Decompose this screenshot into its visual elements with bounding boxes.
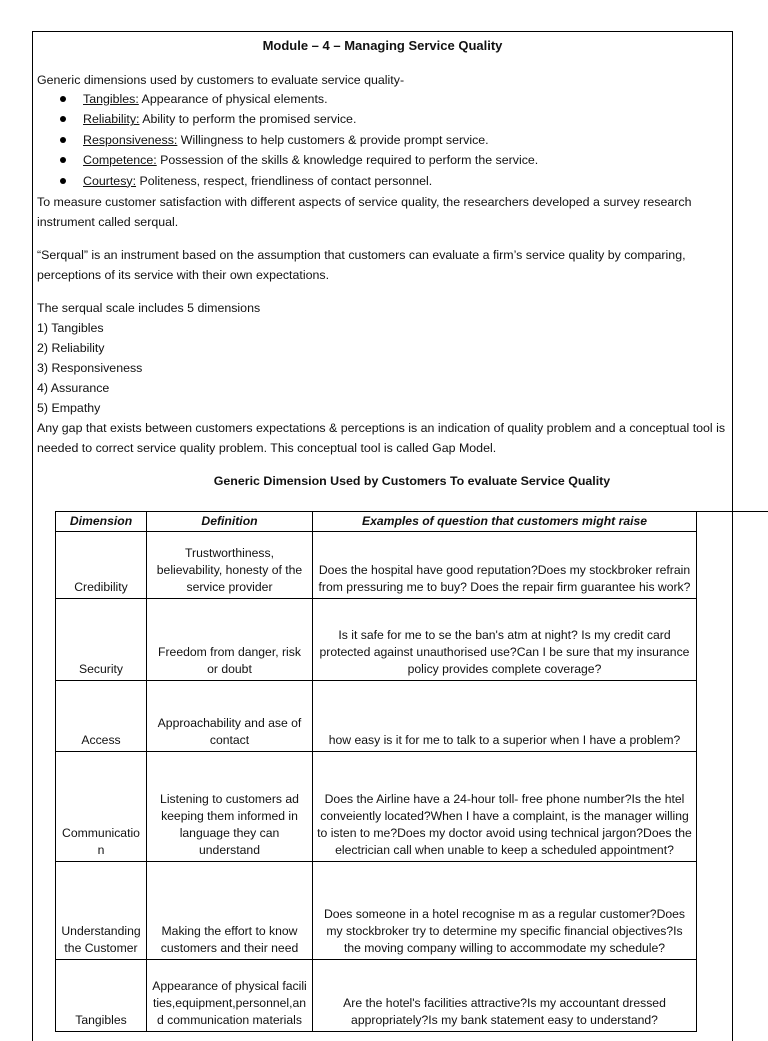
header-definition: Definition	[147, 512, 313, 532]
cell-dimension: Tangibles	[56, 960, 147, 1032]
table-row	[56, 862, 697, 960]
service-quality-table	[55, 511, 697, 1032]
bullet-term: Courtesy:	[83, 173, 137, 188]
bullet-text: Possession of the skills & knowledge required to perform the service.	[156, 153, 539, 168]
cell-examples: how easy is it for me to talk to a superior when I have a problem?	[313, 681, 697, 752]
cell-examples: Does the hospital have good reputation?Does my stockbroker refrain from pressuring me to buy? Does the repair firm guarantee his work?	[313, 532, 697, 599]
scale-intro: The serqual scale includes 5 dimensions	[37, 301, 261, 315]
serqual-intro-paragraph: To measure customer satisfaction with different aspects of service quality, the researchers developed a survey research instrument called serqual.	[37, 195, 692, 229]
bullet-term: Tangibles:	[83, 92, 139, 106]
cell-definition: Freedom from danger, risk or doubt	[147, 599, 313, 681]
gap-model-paragraph: Any gap that exists between customers expectations & perceptions is an indication of quality problem and a conceptual tool is needed to correct service quality problem. This conceptual tool is called Gap Model.	[37, 421, 726, 455]
cell-dimension: Credibility	[56, 532, 147, 599]
cell-definition: Approachability and ase of contact	[147, 681, 313, 752]
table-row	[56, 960, 697, 1032]
bullet-term: Reliability:	[83, 112, 140, 127]
cell-dimension: Understanding the Customer	[56, 862, 147, 960]
scale-item: 5) Empathy	[37, 401, 101, 415]
table-row	[56, 599, 697, 681]
bullet-item	[60, 171, 538, 191]
bullet-term: Competence:	[83, 153, 157, 168]
header-examples: Examples of question that customers might raise	[313, 512, 697, 532]
bullet-item	[60, 109, 538, 129]
dimension-bullet-list	[60, 89, 538, 191]
header-dimension: Dimension	[56, 512, 147, 532]
bullet-text: Politeness, respect, friendliness of contact personnel.	[136, 173, 433, 188]
bullet-text: Willingness to help customers & provide prompt service.	[177, 132, 489, 147]
scale-item: 1) Tangibles	[37, 321, 104, 335]
intro-text: Generic dimensions used by customers to evaluate service quality-	[37, 73, 405, 87]
scale-item: 3) Responsiveness	[37, 361, 143, 375]
table-row	[56, 752, 697, 862]
cell-dimension: Access	[56, 681, 147, 752]
bullet-item	[60, 130, 538, 150]
cell-examples: Is it safe for me to se the ban's atm at night? Is my credit card protected against unauthorised use?Can I be sure that my insurance policy provides complete coverage?	[313, 599, 697, 681]
divider-line	[696, 511, 768, 512]
cell-definition: Appearance of physical facilities,equipment,personnel,and communication materials	[147, 960, 313, 1032]
scale-item: 2) Reliability	[37, 341, 105, 355]
scale-item: 4) Assurance	[37, 381, 110, 395]
bullet-term: Responsiveness:	[83, 132, 178, 147]
scale-list	[37, 318, 142, 418]
page-title: Module – 4 – Managing Service Quality	[262, 38, 503, 53]
table-row	[56, 532, 697, 599]
bullet-item	[60, 150, 538, 170]
cell-definition: Listening to customers ad keeping them informed in language they can understand	[147, 752, 313, 862]
table-title: Generic Dimension Used by Customers To evaluate Service Quality	[213, 474, 611, 488]
cell-dimension: Communication	[56, 752, 147, 862]
cell-examples: Are the hotel's facilities attractive?Is my accountant dressed appropriately?Is my bank statement easy to understand?	[313, 960, 697, 1032]
serqual-definition-paragraph: “Serqual” is an instrument based on the assumption that customers can evaluate a firm’s service quality by comparing, perceptions of its service with their own expectations.	[37, 248, 686, 282]
cell-dimension: Security	[56, 599, 147, 681]
cell-examples: Does someone in a hotel recognise m as a regular customer?Does my stockbroker try to determine my specific financial objectives?Is the moving company willing to accommodate my schedule?	[313, 862, 697, 960]
table-row	[56, 681, 697, 752]
bullet-text: Appearance of physical elements.	[138, 92, 328, 106]
cell-definition: Making the effort to know customers and their need	[147, 862, 313, 960]
bullet-item	[60, 89, 538, 109]
bullet-text: Ability to perform the promised service.	[139, 112, 357, 127]
cell-definition: Trustworthiness, believability, honesty of the service provider	[147, 532, 313, 599]
cell-examples: Does the Airline have a 24-hour toll- free phone number?Is the htel conveiently located?When I have a complaint, is the manager willing to isten to me?Does my doctor avoid using technical jargon?Does the electrician call when unable to keep a scheduled appointment?	[313, 752, 697, 862]
table-header-row	[56, 512, 697, 532]
